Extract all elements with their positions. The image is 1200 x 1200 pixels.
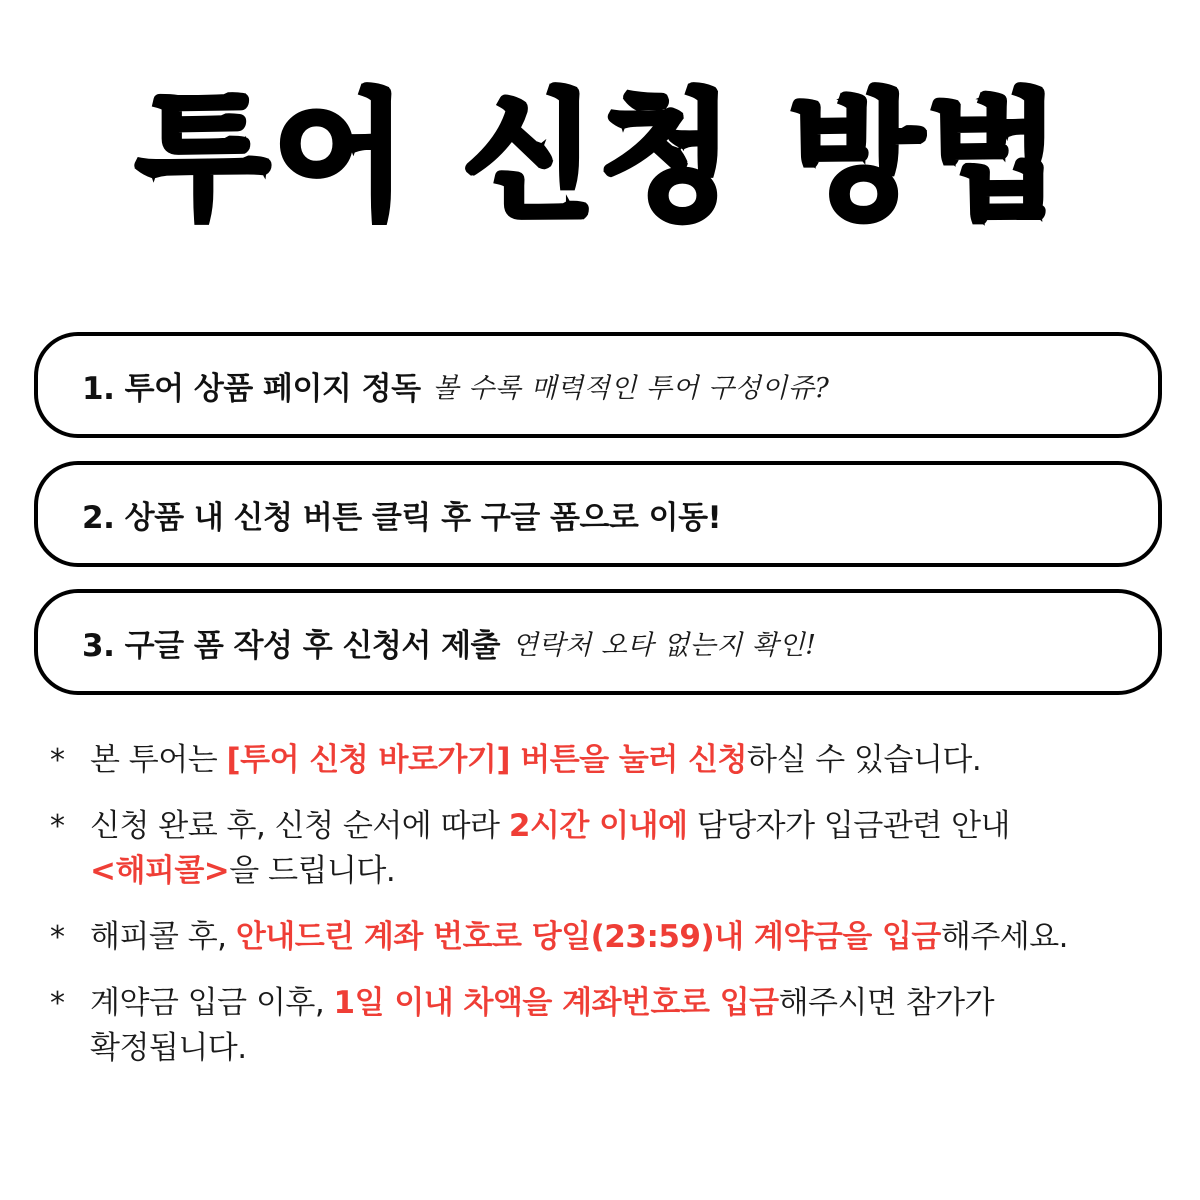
bullet-asterisk: *	[50, 986, 65, 1021]
notice-3-text: 해피콜 후,	[90, 919, 236, 955]
notice-2-text: 신청 완료 후, 신청 순서에 따라	[90, 808, 509, 844]
notice-4-highlight: 1일 이내 차액을 계좌번호로 입금	[333, 985, 779, 1021]
notice-4-text-mid: 해주시면 참가가	[778, 985, 995, 1021]
step-3-box	[34, 589, 1162, 695]
step-3-label: 3. 구글 폼 작성 후 신청서 제출	[82, 627, 501, 664]
notice-4-text-end: 확정됩니다.	[90, 1030, 247, 1066]
notice-2-text-mid: 담당자가 입금관련 안내	[687, 808, 1010, 844]
notice-item-4	[50, 981, 1180, 1071]
step-1-note: 볼 수록 매력적인 투어 구성이쥬?	[432, 372, 830, 404]
notice-4-text: 계약금 입금 이후,	[90, 985, 334, 1021]
notice-2-highlight: 2시간 이내에	[508, 808, 688, 844]
notice-item-1	[50, 738, 1180, 783]
notice-2-text-end: 을 드립니다.	[229, 853, 396, 889]
notice-list	[50, 738, 1180, 1092]
notice-1-text-end: 하실 수 있습니다.	[747, 742, 982, 778]
step-2-label: 2. 상품 내 신청 버튼 클릭 후 구글 폼으로 이동!	[82, 499, 722, 536]
step-2-box	[34, 461, 1162, 567]
notice-item-3	[50, 915, 1180, 960]
bullet-asterisk: *	[50, 743, 65, 778]
notice-3-highlight: 안내드린 계좌 번호로 당일(23:59)내 계약금을 입금	[235, 919, 941, 955]
notice-1-highlight: [투어 신청 바로가기] 버튼을 눌러 신청	[226, 742, 747, 778]
step-3-note: 연락처 오타 없는지 확인!	[512, 629, 817, 661]
bullet-asterisk: *	[50, 809, 65, 844]
step-1-label: 1. 투어 상품 페이지 정독	[82, 370, 421, 407]
notice-item-2	[50, 804, 1180, 894]
step-1-box	[34, 332, 1162, 438]
notice-3-text-end: 해주세요.	[940, 919, 1069, 955]
bullet-asterisk: *	[50, 920, 65, 955]
notice-2-highlight-happycall: <해피콜>	[90, 853, 230, 889]
notice-1-text: 본 투어는	[90, 742, 227, 778]
page-title: 투어 신청 방법	[136, 77, 1064, 238]
